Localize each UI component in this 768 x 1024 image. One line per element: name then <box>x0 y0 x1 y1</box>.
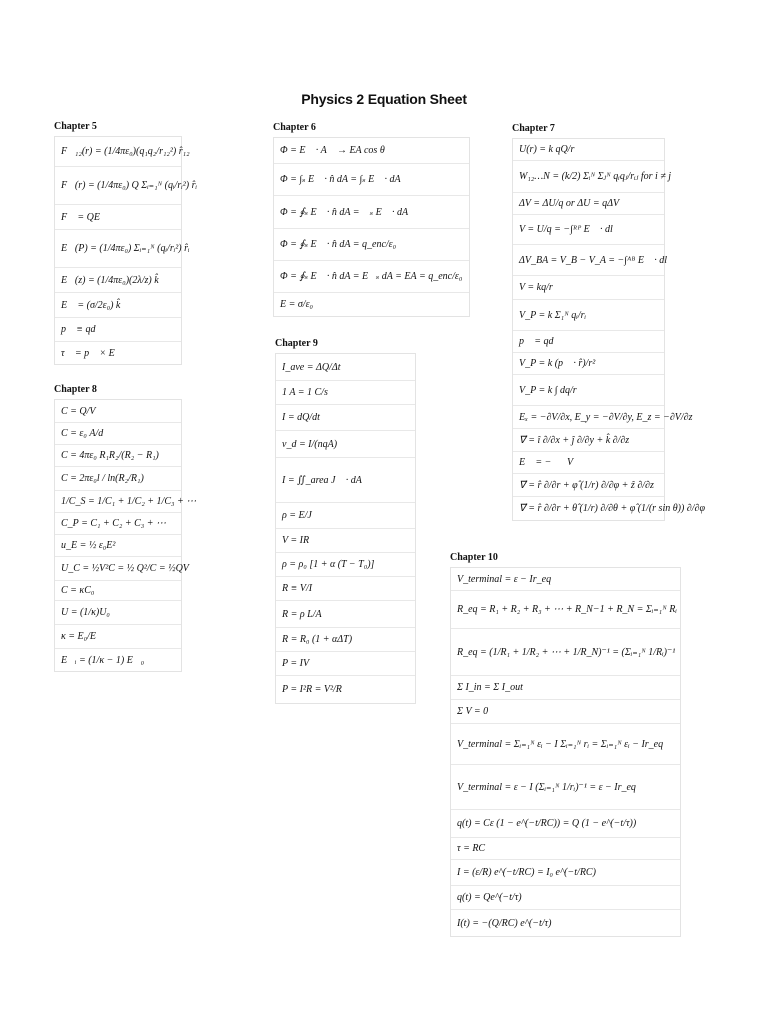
equation-row: V_terminal = ε − I (Σᵢ₌₁ᴺ 1/rᵢ)⁻¹ = ε − Ir_eq <box>451 765 680 810</box>
equation-row: τ⃗ = p⃗ × E⃗ <box>61 347 123 359</box>
equation-row: R_eq = R₁ + R₂ + R₃ + ⋯ + R_N−1 + R_N = Σᵢ₌₁ᴺ Rᵢ <box>451 591 680 629</box>
equation-row: F⃗(r) = (1/4πε₀) Q Σᵢ₌₁ᴺ (qᵢ/rᵢ²) r̂ᵢ <box>55 167 181 205</box>
equation-row: R ≡ V/I <box>276 577 415 601</box>
equation-table <box>273 137 470 317</box>
equation-row: ρ = ρ₀ [1 + α (T − T₀)] <box>276 553 415 577</box>
chapter-block-ch6 <box>273 122 470 317</box>
equation-row: 1 A = 1 C/s <box>276 381 415 405</box>
equation-row: F⃗₁₂(r) = (1/4πε₀)(q₁q₂/r₁₂²) r̂₁₂ <box>55 137 181 167</box>
chapter-block-ch9 <box>275 338 416 704</box>
equation-row: ∇⃗ = r̂ ∂/∂r + θ̂ (1/r) ∂/∂θ + φ̂ (1/(r sin θ)) ∂/∂φ <box>519 503 705 514</box>
equation-row: p⃗ ≡ qd⃗ <box>55 318 181 342</box>
equation-row: R = ρ L/A <box>276 601 415 628</box>
equation-row: R = R₀ (1 + αΔT) <box>276 628 415 652</box>
chapter-heading: Chapter 7 <box>512 123 555 134</box>
equation-row: τ = RC <box>451 838 680 860</box>
chapter-heading: Chapter 9 <box>275 338 318 349</box>
equation-table <box>512 138 705 521</box>
equation-row: V = kq/r <box>513 276 664 300</box>
equation-row: I_ave = ΔQ/Δt <box>276 354 415 381</box>
equation-row: Φ = E⃗ · A⃗ → EA cos θ <box>274 138 469 164</box>
chapter-heading: Chapter 5 <box>54 121 97 132</box>
equation-table <box>450 567 681 937</box>
equation-row: E = σ/ε₀ <box>280 299 313 310</box>
equation-row: Φ = ∫ₛ E⃗ · n̂ dA = ∫ₛ E⃗ · dA⃗ <box>274 164 469 196</box>
equation-row: 1/C_S = 1/C₁ + 1/C₂ + 1/C₃ + ⋯ <box>55 491 181 513</box>
equation-row: C = 4πε₀ R₁R₂/(R₂ − R₁) <box>55 445 181 467</box>
equation-row: V_P = k ∫ dq/r <box>513 375 664 406</box>
equation-row: v_d = I/(nqA) <box>276 431 415 458</box>
equation-row: E⃗ = −∇⃗V <box>513 452 664 474</box>
equation-table <box>275 353 416 704</box>
equation-row: I = ∬_area J⃗ · dA⃗ <box>276 458 415 503</box>
chapter-heading: Chapter 6 <box>273 122 316 133</box>
equation-row: V_terminal = Σᵢ₌₁ᴺ εᵢ − I Σᵢ₌₁ᴺ rᵢ = Σᵢ₌₁ᴺ εᵢ − Ir_eq <box>451 724 680 765</box>
equation-row: W₁₂…N = (k/2) Σᵢᴺ Σⱼᴺ qᵢqⱼ/rᵢⱼ for i ≠ j <box>513 161 664 193</box>
equation-row: I = dQ/dt <box>276 405 415 431</box>
equation-row: E⃗ᵢ = (1/κ − 1) E⃗₀ <box>61 654 145 666</box>
equation-row: V_terminal = ε − Ir_eq <box>451 568 680 591</box>
equation-row: V_P = k Σ₁ᴺ qᵢ/rᵢ <box>513 300 664 331</box>
chapter-block-ch5 <box>54 121 198 365</box>
equation-row: ΔV = ΔU/q or ΔU = qΔV <box>513 193 664 215</box>
equation-row: Φ = ∮ₛ E⃗ · n̂ dA = E∮ₛ dA = EA = q_enc/ε₀ <box>274 261 469 293</box>
equation-row: q(t) = Qe^(−t/τ) <box>451 886 680 910</box>
equation-row: Φ = ∮ₛ E⃗ · n̂ dA = q_enc/ε₀ <box>274 229 469 261</box>
equation-row: U = (1/κ)U₀ <box>55 601 181 625</box>
equation-row: p⃗ = qd⃗ <box>513 331 664 353</box>
equation-row: E⃗(z) = (1/4πε₀)(2λ/z) k̂ <box>55 268 181 293</box>
page-title: Physics 2 Equation Sheet <box>301 91 467 107</box>
equation-row: R_eq = (1/R₁ + 1/R₂ + ⋯ + 1/R_N)⁻¹ = (Σᵢ₌₁ᴺ 1/Rᵢ)⁻¹ <box>451 629 680 676</box>
equation-row: I(t) = −(Q/RC) e^(−t/τ) <box>457 917 552 929</box>
equation-row: ∇⃗ = r̂ ∂/∂r + φ̂ (1/r) ∂/∂φ + ẑ ∂/∂z <box>513 474 664 497</box>
equation-row: q(t) = Cε (1 − e^(−t/RC)) = Q (1 − e^(−t/τ)) <box>451 810 680 838</box>
equation-row: U(r) = k qQ/r <box>513 139 664 161</box>
equation-table <box>54 136 198 365</box>
equation-row: P = I²R = V²/R <box>282 684 342 695</box>
chapter-heading: Chapter 8 <box>54 384 97 395</box>
equation-row: ρ = E/J <box>276 503 415 529</box>
equation-row: C = κC₀ <box>55 581 181 601</box>
equation-row: P = IV <box>276 652 415 676</box>
equation-row: C = 2πε₀l / ln(R₂/R₁) <box>55 467 181 491</box>
equation-row: Σ I_in = Σ I_out <box>451 676 680 700</box>
equation-row: F⃗ = QE⃗ <box>55 205 181 230</box>
equation-row: I = (ε/R) e^(−t/RC) = I₀ e^(−t/RC) <box>451 860 680 886</box>
chapter-block-ch8 <box>54 384 197 672</box>
equation-row: V = IR <box>276 529 415 553</box>
equation-row: E⃗(P) = (1/4πε₀) Σᵢ₌₁ᴺ (qᵢ/rᵢ²) r̂ᵢ <box>55 230 181 268</box>
equation-row: u_E = ½ ε₀E² <box>55 535 181 557</box>
equation-row: V_P = k (p⃗ · r̂)/r² <box>513 353 664 375</box>
equation-row: Eₓ = −∂V/∂x, E_y = −∂V/∂y, E_z = −∂V/∂z <box>513 406 664 429</box>
equation-row: C = Q/V <box>55 400 181 423</box>
chapter-block-ch10 <box>450 552 681 937</box>
equation-row: V = U/q = −∫ᴿᴾ E⃗ · dl⃗ <box>513 215 664 245</box>
equation-row: Σ V = 0 <box>451 700 680 724</box>
equation-row: U_C = ½V²C = ½ Q²/C = ½QV <box>55 557 181 581</box>
equation-table <box>54 399 197 672</box>
equation-row: ΔV_BA = V_B − V_A = −∫ᴬᴮ E⃗ · dl⃗ <box>513 245 664 276</box>
equation-row: ∇⃗ = î ∂/∂x + ĵ ∂/∂y + k̂ ∂/∂z <box>513 429 664 452</box>
equation-row: C = ε₀ A/d <box>55 423 181 445</box>
chapter-heading: Chapter 10 <box>450 552 498 563</box>
equation-row: Φ = ∮ₛ E⃗ · n̂ dA = ∮ₛ E⃗ · dA⃗ <box>274 196 469 229</box>
equation-row: C_P = C₁ + C₂ + C₃ + ⋯ <box>55 513 181 535</box>
equation-row: E⃗ = (σ/2ε₀) k̂ <box>55 293 181 318</box>
chapter-block-ch7 <box>512 123 705 521</box>
equation-row: κ = E₀/E <box>55 625 181 649</box>
